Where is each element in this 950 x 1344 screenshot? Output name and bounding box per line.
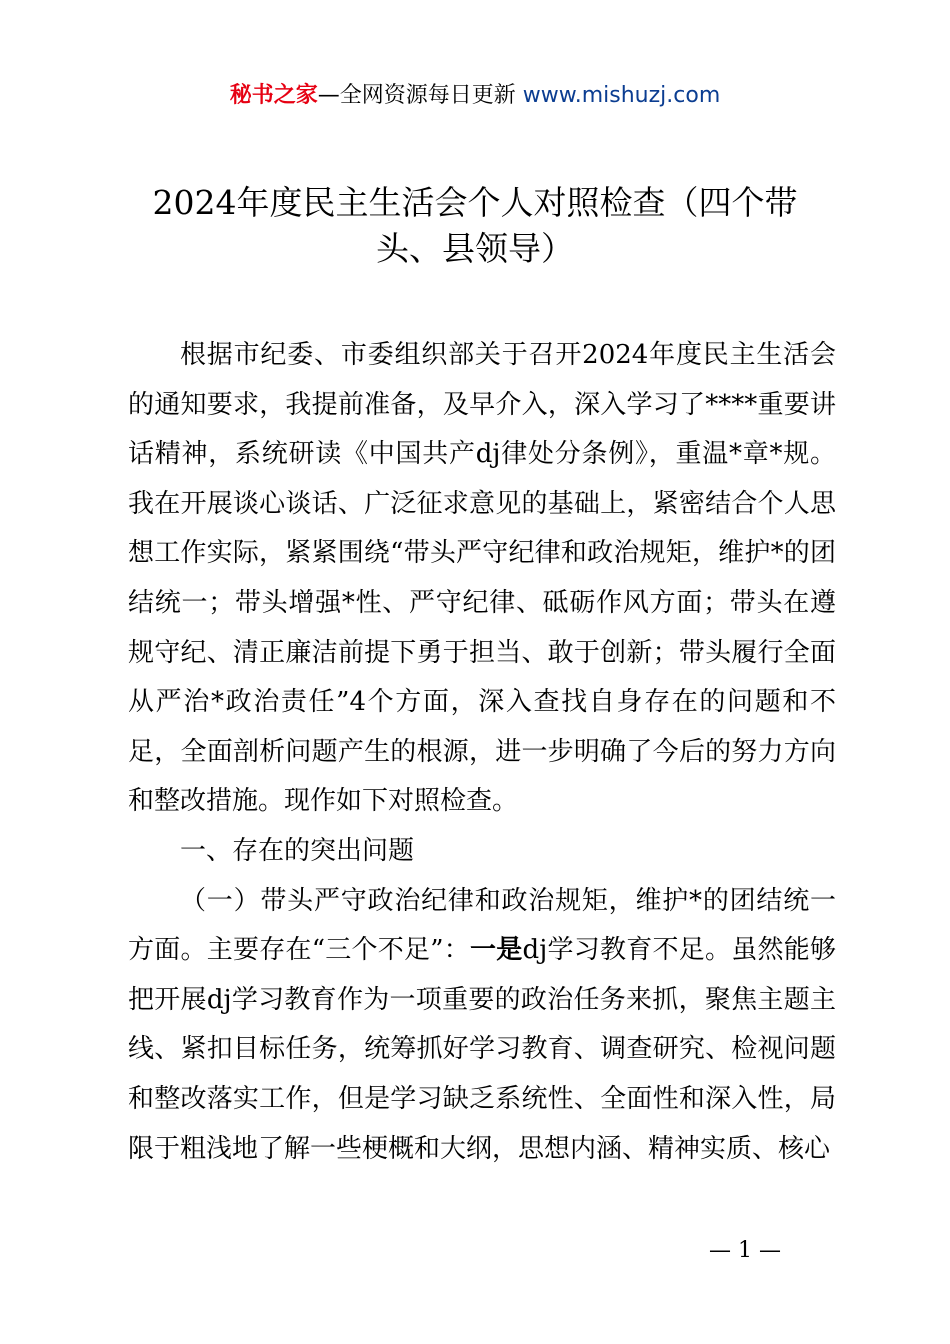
- site-tagline: —全网资源每日更新: [317, 83, 516, 108]
- page-number: — 1 —: [709, 1238, 781, 1263]
- document-body: [128, 331, 836, 1174]
- intro-paragraph: 根据市纪委、市委组织部关于召开2024年度民主生活会的通知要求，我提前准备，及早介入，深入学习了****重要讲话精神，系统研读《中国共产dj律处分条例》，重温*章*规。我在开展谈心谈话、广泛征求意见的基础上，紧密结合个人思想工作实际，紧紧围绕“带头严守纪律和政治规矩，维护*的团结统一；带头增强*性、严守纪律、砥砺作风方面；带头在遵规守纪、清正廉洁前提下勇于担当、敢于创新；带头履行全面从严治*政治责任”4个方面，深入查找自身存在的问题和不足，全面剖析问题产生的根源，进一步明确了今后的努力方向和整改措施。现作如下对照检查。: [128, 340, 836, 817]
- item-paragraph: [128, 877, 836, 1175]
- section-heading: 一、存在的突出问题: [180, 835, 415, 866]
- item-lead-word: 一是: [470, 935, 523, 966]
- site-header: [0, 78, 950, 114]
- item-text-after: dj学习教育不足。虽然能够把开展dj学习教育作为一项重要的政治任务来抓，聚焦主题主线、紧扣目标任务，统筹抓好学习教育、调查研究、检视问题和整改落实工作，但是学习缺乏系统性、全面性和深入性，局限于粗浅地了解一些梗概和大纲，思想内涵、精神实质、核心: [128, 935, 836, 1164]
- document-title: 2024年度民主生活会个人对照检查（四个带头、县领导）: [152, 183, 798, 268]
- site-name: 秘书之家: [229, 83, 318, 108]
- item-text-before: （一）带头严守政治纪律和政治规矩，维护*的团结统一方面。主要存在“三个不足”：: [128, 885, 836, 966]
- site-url-link[interactable]: www.mishuzj.com: [522, 83, 721, 108]
